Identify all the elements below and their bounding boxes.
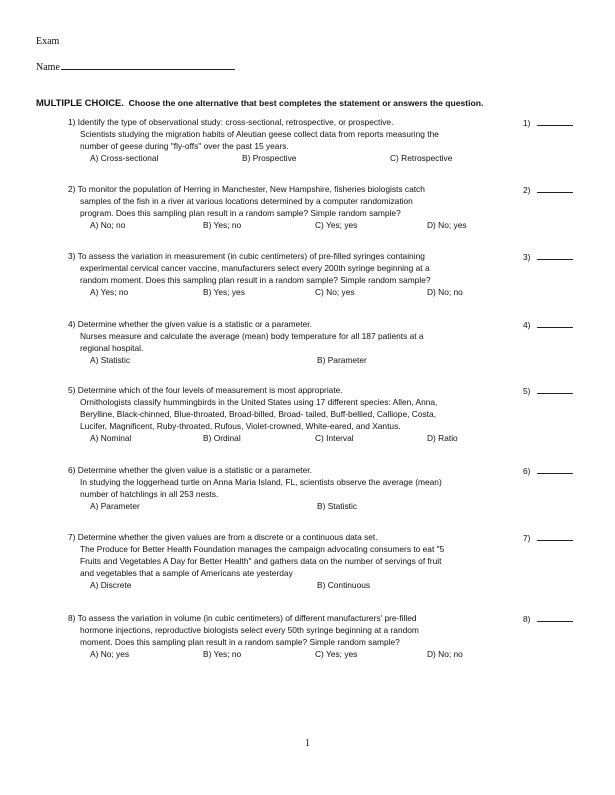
answer-choice-d[interactable]: D) Ratio [427,432,458,443]
question-text-line: Lucifer, Magnificent, Ruby-throated, Rufous, Violet-crowned, White-eared, and Xantus. [80,420,401,431]
question-prompt: Identify the type of observational study: cross-sectional, retrospective, or prospective. [77,117,394,127]
question-2 [68,184,593,232]
answer-choices [68,153,508,165]
question-prompt: Determine whether the given values are from a discrete or a continuous data set. [77,532,378,542]
question-3 [68,251,593,299]
question-text-line: number of geese during "fly-offs" over the past 15 years. [80,140,289,151]
answer-choices [68,287,508,299]
answer-slot-label: 4) [523,320,531,330]
instructions-heading: MULTIPLE CHOICE. [36,97,124,108]
question-text-line: random moment. Does this sampling plan result in a random sample? Simple random sample? [80,274,431,285]
question-text-line: number of hatchlings in all 253 nests. [80,488,219,499]
answer-slot[interactable] [523,117,593,130]
name-label: Name [36,62,60,73]
question-number: 8) [68,613,76,623]
answer-slot-label: 5) [523,386,531,396]
answer-choice-a[interactable]: A) Cross-sectional [90,152,159,163]
answer-slot-label: 8) [523,614,531,624]
question-8 [68,613,593,661]
question-7 [68,532,593,592]
answer-choice-c[interactable]: C) Yes; yes [315,219,358,230]
answer-choice-a[interactable]: A) Discrete [90,579,132,590]
answer-slot[interactable] [523,465,593,478]
answer-choices [68,580,508,592]
answer-slot[interactable] [523,319,593,332]
answer-choice-d[interactable]: D) No; no [427,286,463,297]
instructions [36,97,483,108]
question-number: 4) [68,319,76,329]
answer-choice-b[interactable]: B) Statistic [317,500,358,511]
answer-blank-line[interactable] [537,465,573,474]
answer-choice-b[interactable]: B) Parameter [317,354,367,365]
answer-blank-line[interactable] [537,184,573,193]
answer-choice-d[interactable]: D) No; no [427,648,463,659]
question-6 [68,465,593,513]
question-prompt: To assess the variation in volume (in cubic centimeters) of different manufacturers' pre-filled [77,613,417,623]
question-text-line: regional hospital. [80,342,144,353]
question-prompt: To monitor the population of Herring in Manchester, New Hampshire, fisheries biologists catch [77,184,425,194]
answer-slot[interactable] [523,184,593,197]
question-text-line: samples of the fish in a river at various locations determined by a computer randomization [80,195,413,206]
question-text-line: moment. Does this sampling plan result in a random sample? Simple random sample? [80,636,400,647]
answer-blank-line[interactable] [537,117,573,126]
answer-blank-line[interactable] [537,532,573,541]
question-text-line: Ornithologists classify hummingbirds in the United States using 17 different species: Allen, Anna, [80,396,438,407]
answer-choice-d[interactable]: D) No; yes [427,219,467,230]
answer-choice-b[interactable]: B) Yes; no [203,219,242,230]
question-text-line: hormone injections, reproductive biologists select every 50th syringe beginning at a random [80,624,419,635]
answer-slot[interactable] [523,251,593,264]
answer-choice-b[interactable]: B) Yes; no [203,648,242,659]
answer-slot[interactable] [523,613,593,626]
answer-slot-label: 3) [523,252,531,262]
question-prompt: Determine whether the given value is a statistic or a parameter. [77,319,312,329]
answer-choice-b[interactable]: B) Yes; yes [203,286,245,297]
question-1 [68,117,593,165]
question-number: 3) [68,251,76,261]
answer-choice-c[interactable]: C) No; yes [315,286,355,297]
question-5 [68,385,593,445]
answer-blank-line[interactable] [537,319,573,328]
answer-slot-label: 6) [523,466,531,476]
instructions-text: Choose the one alternative that best completes the statement or answers the question. [128,98,484,108]
question-text-line: program. Does this sampling plan result in a random sample? Simple random sample? [80,207,401,218]
question-text-line: In studying the loggerhead turtle on Anna Maria Island, FL, scientists observe the average (mean) [80,476,442,487]
answer-choice-a[interactable]: A) Yes; no [90,286,129,297]
question-text-line: and vegetables that a sample of Americans ate yesterday [80,567,293,578]
answer-slot-label: 2) [523,185,531,195]
question-text-line: experimental cervical cancer vaccine, manufacturers select every 200th syringe beginning at a [80,262,430,273]
question-text-line: Fruits and Vegetables A Day for Better Health" and gathers data on the number of servings of fruit [80,555,442,566]
question-number: 2) [68,184,76,194]
answer-choice-a[interactable]: A) Nominal [90,432,132,443]
answer-slot-label: 1) [523,118,531,128]
answer-choice-b[interactable]: B) Ordinal [203,432,241,443]
answer-choice-a[interactable]: A) No; no [90,219,126,230]
answer-slot[interactable] [523,532,593,545]
answer-slot-label: 7) [523,533,531,543]
answer-choice-a[interactable]: A) Statistic [90,354,131,365]
question-text-line: Scientists studying the migration habits of Aleutian geese collect data from reports measuring the [80,128,439,139]
question-number: 7) [68,532,76,542]
exam-title: Exam [36,36,60,47]
question-number: 6) [68,465,76,475]
answer-choice-a[interactable]: A) No; yes [90,648,130,659]
answer-blank-line[interactable] [537,251,573,260]
answer-choice-b[interactable]: B) Prospective [242,152,297,163]
answer-choices [68,220,508,232]
question-4 [68,319,593,367]
name-blank-line[interactable] [61,60,235,70]
answer-blank-line[interactable] [537,385,573,394]
answer-choices [68,649,508,661]
question-number: 1) [68,117,76,127]
question-prompt: To assess the variation in measurement (in cubic centimeters) of pre-filled syringes containing [77,251,425,261]
answer-choices [68,433,508,445]
question-prompt: Determine which of the four levels of measurement is most appropriate. [77,385,343,395]
question-text-line: The Produce for Better Health Foundation manages the campaign advocating consumers to eat "5 [80,543,445,554]
answer-choices [68,355,508,367]
answer-choice-c[interactable]: C) Yes; yes [315,648,358,659]
name-field[interactable] [36,60,235,73]
question-text-line: Berylline, Black-chinned, Blue-throated, Broad-billed, Broad- tailed, Buff-bellied, Calliope, Costa, [80,408,436,419]
question-number: 5) [68,385,76,395]
answer-choice-a[interactable]: A) Parameter [90,500,140,511]
answer-choices [68,501,508,513]
answer-slot[interactable] [523,385,593,398]
answer-choice-c[interactable]: C) Retrospective [390,152,453,163]
page-number: 1 [305,738,310,749]
answer-choice-c[interactable]: C) Interval [315,432,354,443]
answer-choice-b[interactable]: B) Continuous [317,579,371,590]
answer-blank-line[interactable] [537,613,573,622]
question-prompt: Determine whether the given value is a statistic or a parameter. [77,465,312,475]
question-text-line: Nurses measure and calculate the average (mean) body temperature for all 187 patients at a [80,330,424,341]
